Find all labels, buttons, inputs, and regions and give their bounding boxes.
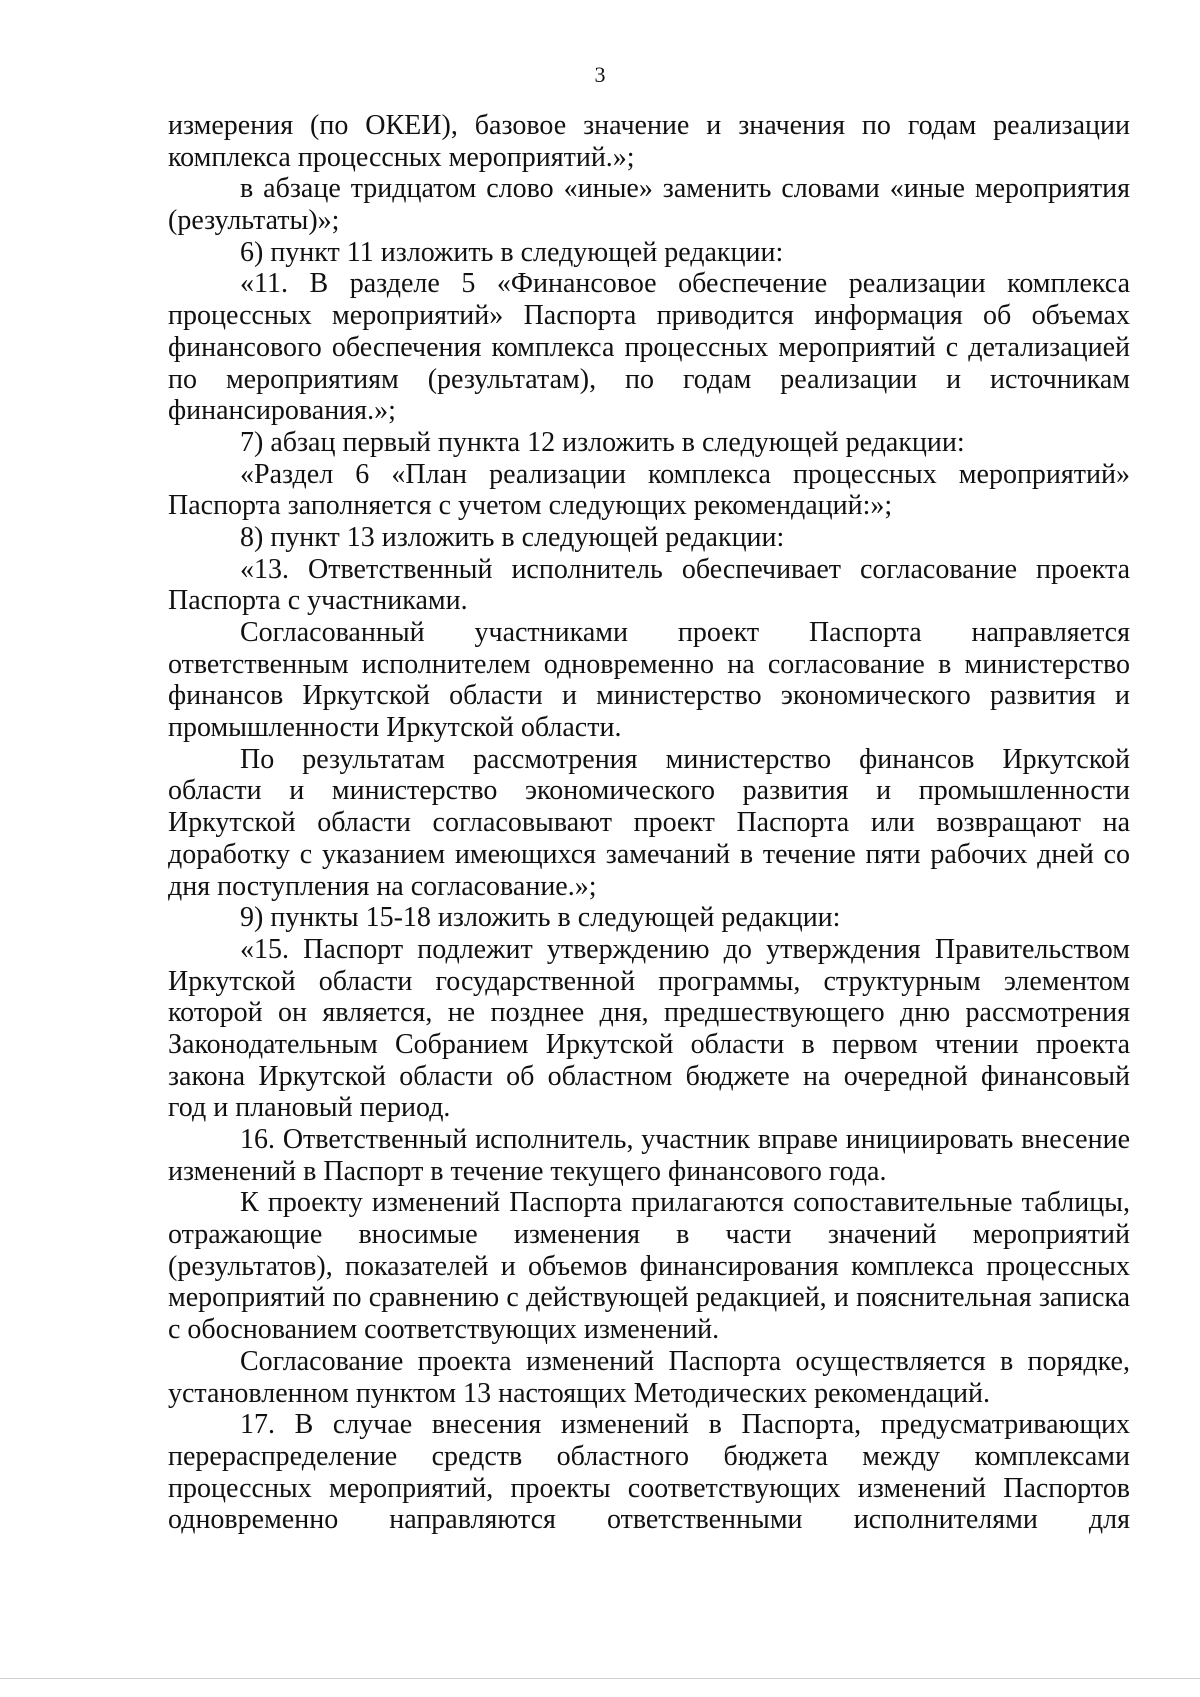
text-line: которой он является, не позднее дня, предшествующего дню рассмотрения <box>168 997 1130 1029</box>
text-line: промышленности Иркутской области. <box>168 712 622 744</box>
text-line: финансового обеспечения комплекса процессных мероприятий с детализацией <box>168 331 1130 363</box>
text-line: одновременно направляются ответственными исполнителями для <box>168 1504 1130 1536</box>
text-line: Согласование проекта изменений Паспорта осуществляется в порядке, <box>240 1345 1130 1377</box>
text-line: процессных мероприятий» Паспорта приводится информация об объемах <box>168 300 1130 332</box>
text-line: Иркутской области согласовывают проект Паспорта или возвращают на <box>168 807 1130 839</box>
text-line: доработку с указанием имеющихся замечаний в течение пяти рабочих дней со <box>168 838 1130 870</box>
text-line: области и министерство экономического развития и промышленности <box>168 775 1130 807</box>
text-line: мероприятий по сравнению с действующей редакцией, и пояснительная записка <box>168 1282 1130 1314</box>
text-line: К проекту изменений Паспорта прилагаются сопоставительные таблицы, <box>240 1187 1130 1219</box>
text-line: Паспорта с участниками. <box>168 585 468 617</box>
text-line: Иркутской области государственной программы, структурным элементом <box>168 965 1130 997</box>
text-line: 6) пункт 11 изложить в следующей редакции: <box>240 236 784 268</box>
text-line: 16. Ответственный исполнитель, участник вправе инициировать внесение <box>240 1124 1130 1155</box>
text-line: 17. В случае внесения изменений в Паспорта, предусматривающих <box>240 1409 1130 1441</box>
text-line: (результатов), показателей и объемов финансирования комплекса процессных <box>168 1250 1130 1282</box>
text-line: закона Иркутской области об областном бюджете на очередной финансовый <box>168 1060 1130 1092</box>
text-line: установленном пунктом 13 настоящих Методических рекомендаций. <box>168 1377 990 1409</box>
page-number: 3 <box>594 62 606 87</box>
text-line: в абзаце тридцатом слово «иные» заменить словами «иные мероприятия <box>240 173 1130 205</box>
text-line: «Раздел 6 «План реализации комплекса процессных мероприятий» <box>240 458 1130 490</box>
text-line: финансов Иркутской области и министерство экономического развития и <box>168 680 1130 712</box>
text-line: перераспределение средств областного бюджета между комплексами <box>168 1440 1130 1472</box>
text-line: «15. Паспорт подлежит утверждению до утверждения Правительством <box>240 933 1130 965</box>
text-line: процессных мероприятий, проекты соответствующих изменений Паспортов <box>168 1472 1130 1504</box>
text-line: измерения (по ОКЕИ), базовое значение и значения по годам реализации <box>168 110 1130 141</box>
text-line: 8) пункт 13 изложить в следующей редакции: <box>240 521 785 553</box>
text-line: «11. В разделе 5 «Финансовое обеспечение реализации комплекса <box>240 268 1130 300</box>
text-line: 9) пункты 15-18 изложить в следующей редакции: <box>240 902 841 934</box>
text-line: по мероприятиям (результатам), по годам реализации и источникам <box>168 363 1130 395</box>
text-line: отражающие вносимые изменения в части значений мероприятий <box>168 1219 1130 1251</box>
text-line: 7) абзац первый пункта 12 изложить в следующей редакции: <box>240 426 965 458</box>
text-line: год и плановый период. <box>168 1092 451 1124</box>
text-line: комплекса процессных мероприятий.»; <box>168 141 635 173</box>
text-line: финансирования.»; <box>168 395 396 427</box>
document-body <box>168 110 1130 1536</box>
text-line: с обоснованием соответствующих изменений. <box>168 1314 720 1346</box>
page-bottom-edge <box>0 1678 1200 1679</box>
text-line: (результаты)»; <box>168 205 340 237</box>
text-line: По результатам рассмотрения министерство финансов Иркутской <box>240 743 1130 775</box>
text-line: «13. Ответственный исполнитель обеспечивает согласование проекта <box>240 553 1130 585</box>
text-line: изменений в Паспорт в течение текущего финансового года. <box>168 1155 887 1187</box>
text-line: Согласованный участниками проект Паспорта направляется <box>240 617 1130 648</box>
text-line: Законодательным Собранием Иркутской области в первом чтении проекта <box>168 1028 1130 1060</box>
text-line: дня поступления на согласование.»; <box>168 870 597 902</box>
text-line: ответственным исполнителем одновременно на согласование в министерство <box>168 648 1130 680</box>
text-line: Паспорта заполняется с учетом следующих рекомендаций:»; <box>168 490 893 522</box>
